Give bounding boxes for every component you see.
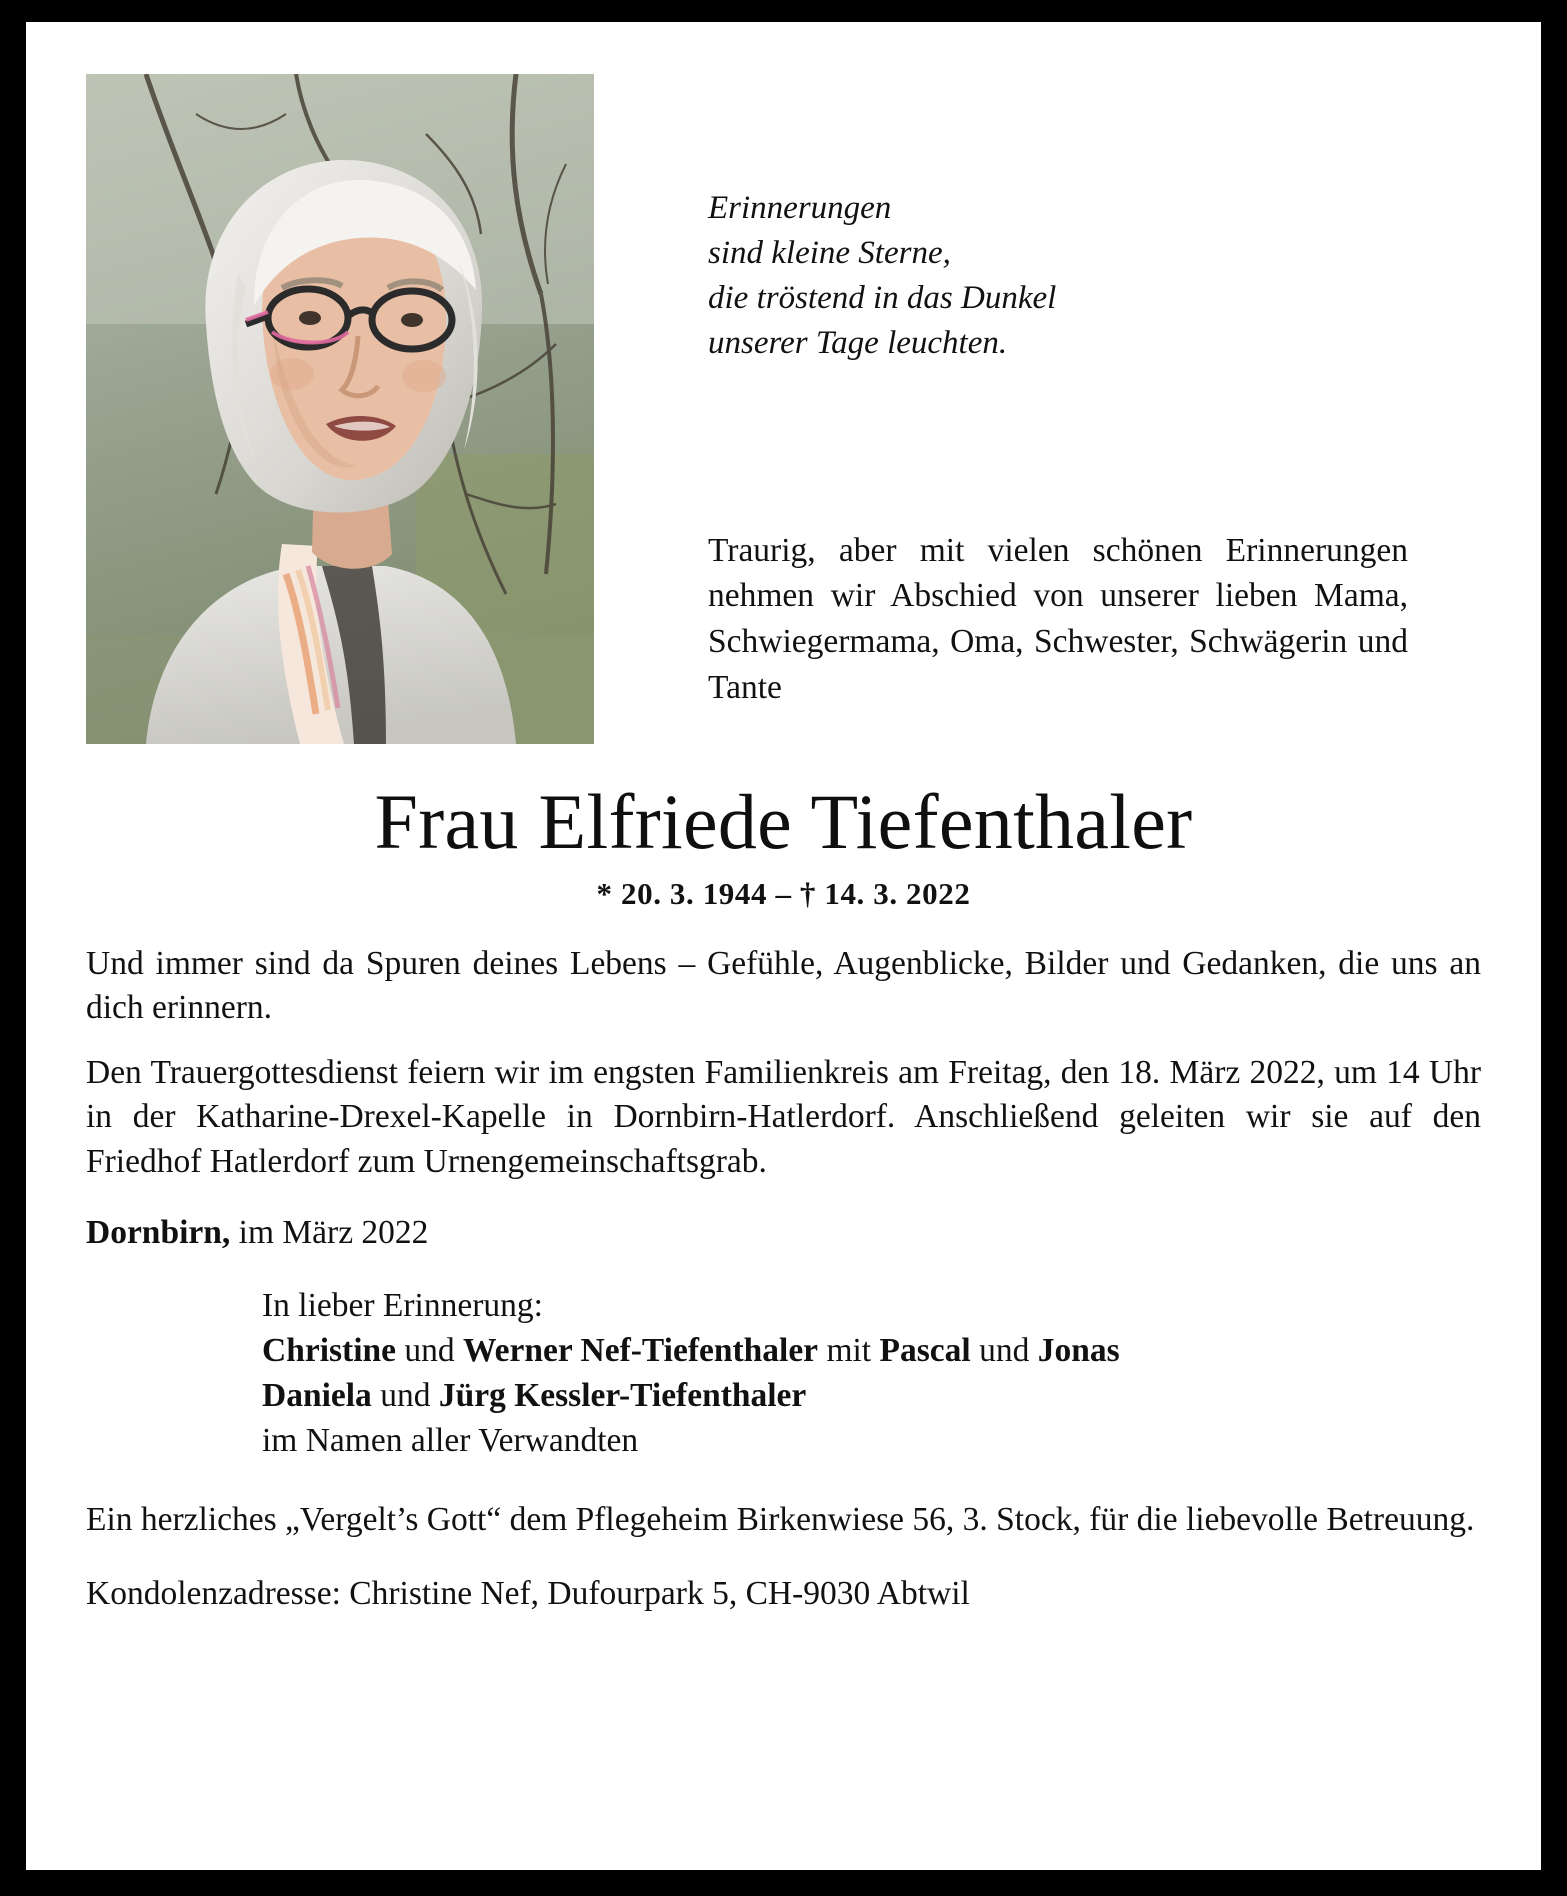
family-block	[86, 1284, 1481, 1464]
verse-line-2: sind kleine Sterne,	[708, 234, 951, 271]
condolence-address: Kondolenzadresse: Christine Nef, Dufourpark 5, CH-9030 Abtwil	[86, 1575, 970, 1613]
memory-paragraph: Und immer sind da Spuren deines Lebens – Gefühle, Augenblicke, Bilder und Gedanken, die uns an dich erinnern.	[86, 944, 1481, 1027]
verse-line-1: Erinnerungen	[708, 190, 892, 226]
family-name-pascal: Pascal	[879, 1332, 971, 1370]
family-name-juerg: Jürg Kessler-Tiefenthaler	[438, 1377, 807, 1415]
top-right-column	[594, 74, 1481, 711]
service-paragraph: Den Trauergottesdienst feiern wir im engsten Familienkreis am Freitag, den 18. März 2022, um 14 Uhr in der Katharine-Drexel-Kapelle in Dornbirn-Hatlerdorf. Anschließend geleiten wir sie auf den Friedhof Hatlerdorf zum Urnengemeinschaftsgrab.	[86, 1053, 1481, 1180]
family-name-christine: Christine	[262, 1332, 396, 1370]
family-conj-1: und	[396, 1332, 463, 1370]
family-line-1	[262, 1329, 1481, 1374]
family-conj-4: und	[371, 1377, 439, 1415]
family-line-3: im Namen aller Verwandten	[262, 1421, 639, 1459]
thanks-paragraph: Ein herzliches „Vergelt’s Gott“ dem Pflegeheim Birkenwiese 56, 3. Stock, für die liebevolle Betreuung.	[86, 1500, 1475, 1538]
verse-line-4: unserer Tage leuchten.	[708, 324, 1008, 361]
deceased-name: Frau Elfriede Tiefenthaler	[374, 778, 1193, 865]
family-name-daniela: Daniela	[262, 1377, 372, 1415]
life-dates: * 20. 3. 1944 – † 14. 3. 2022	[596, 875, 971, 911]
family-name-jonas: Jonas	[1037, 1332, 1120, 1370]
top-section	[86, 74, 1481, 744]
family-heading: In lieber Erinnerung:	[262, 1287, 543, 1325]
family-line-2	[262, 1374, 1481, 1419]
family-conj-2: mit	[818, 1332, 880, 1370]
verse-line-3: die tröstend in das Dunkel	[708, 279, 1057, 316]
family-name-werner: Werner Nef-Tiefenthaler	[463, 1332, 819, 1370]
place-date: im März 2022	[230, 1214, 429, 1252]
place-name: Dornbirn,	[86, 1214, 231, 1252]
intro-paragraph: Traurig, aber mit vielen schönen Erinnerungen nehmen wir Abschied von unserer lieben Mama, Schwiegermama, Oma, Schwester, Schwägerin und Tante	[708, 531, 1408, 707]
obituary-card	[26, 22, 1541, 1870]
portrait-photo	[86, 74, 594, 744]
verse-block	[708, 186, 1481, 366]
place-date-line	[86, 1214, 1481, 1252]
portrait-image	[86, 74, 594, 744]
family-conj-3: und	[970, 1332, 1038, 1370]
